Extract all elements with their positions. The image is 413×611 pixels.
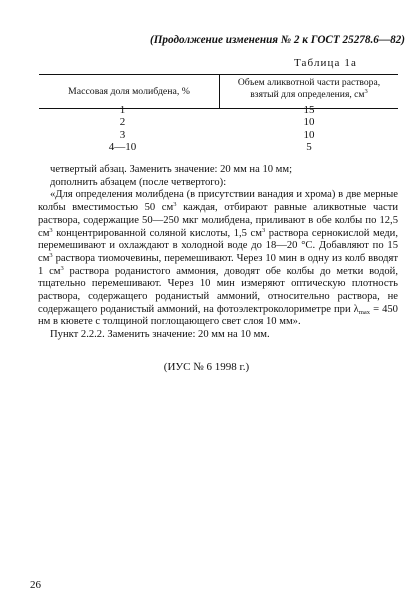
table-row	[39, 141, 398, 153]
table-cell-volume: 10	[303, 128, 315, 141]
procedure-text: = 450 нм в кювете с толщиной поглощающего свет слоя 10 мм».	[38, 303, 398, 328]
continuation-header: (Продолжение изменения № 2 к ГОСТ 25278.6—82)	[150, 34, 405, 46]
column-header-aliquot-line1: Объем аликвотной части раствора,	[237, 77, 381, 88]
table-cell-mass-fraction: 1	[119, 104, 126, 116]
table-cell-mass-fraction: 2	[119, 116, 126, 129]
paragraph-add-instruction: дополнить абзацем (после четвертого):	[50, 176, 227, 188]
column-header-aliquot-volume	[220, 77, 398, 100]
procedure-text: раствора роданистого аммония, доводят обе колбы до метки водой, тщательно перемешивают. Через 10 мин измеряют оптическую плотность раствора, содержащего роданистый аммоний, относительно раствора, не содержащего роданистый аммоний, на фотоэлектроколориметре при λ	[38, 265, 398, 315]
lambda-subscript: max	[358, 308, 371, 316]
paragraph-procedure	[38, 189, 398, 329]
procedure-text: раствора тиомочевины, перемешивают. Через 10 мин в одну из колб вводят 1 см	[38, 252, 398, 277]
paragraph-clause-222: Пункт 2.2.2. Заменить значение: 20 мм на 10 мм.	[50, 329, 270, 341]
cubic-superscript: 3	[60, 264, 64, 272]
table-cell-volume: 10	[303, 116, 315, 129]
source-note: (ИУС № 6 1998 г.)	[163, 361, 250, 373]
table-row	[39, 129, 398, 141]
procedure-text: «Для определения молибдена (в присутствии ванадия и хрома) в две мерные колбы вместимостью 50 см	[38, 189, 398, 214]
table-body	[39, 104, 398, 154]
table-cell-mass-fraction: 4—10	[108, 141, 137, 154]
cubic-superscript: 3	[364, 87, 368, 95]
column-header-mass-fraction: Массовая доля молибдена, %	[68, 86, 190, 97]
document-body	[38, 164, 398, 342]
cubic-superscript: 3	[49, 226, 53, 234]
table-row	[39, 116, 398, 128]
table-cell-volume: 5	[306, 141, 312, 154]
table-caption: Таблица 1а	[294, 57, 357, 69]
paragraph-fourth-replace: четвертый абзац. Заменить значение: 20 мм на 10 мм;	[50, 164, 293, 175]
page-number: 26	[30, 579, 41, 591]
procedure-text: концентрированной соляной кислоты, 1,5 см	[52, 227, 262, 239]
cubic-superscript: 3	[173, 201, 177, 209]
cubic-superscript: 3	[261, 226, 266, 234]
cubic-superscript: 3	[49, 251, 53, 259]
table-cell-mass-fraction: 3	[119, 128, 126, 141]
column-header-aliquot-line2: взятый для определения, см	[250, 88, 365, 100]
table-row	[39, 104, 398, 116]
procedure-text: раствора сернокислой меди, перемешивают и охлаждают в холодной воде до 18—20 °С. Добавляют по 15 см	[38, 227, 398, 264]
procedure-text: каждая, отбирают равные аликвотные части раствора, содержащие 50—250 мкг молибдена, приливают в обе колбы по 12,5 см	[38, 202, 398, 239]
table-cell-volume: 15	[303, 104, 315, 116]
